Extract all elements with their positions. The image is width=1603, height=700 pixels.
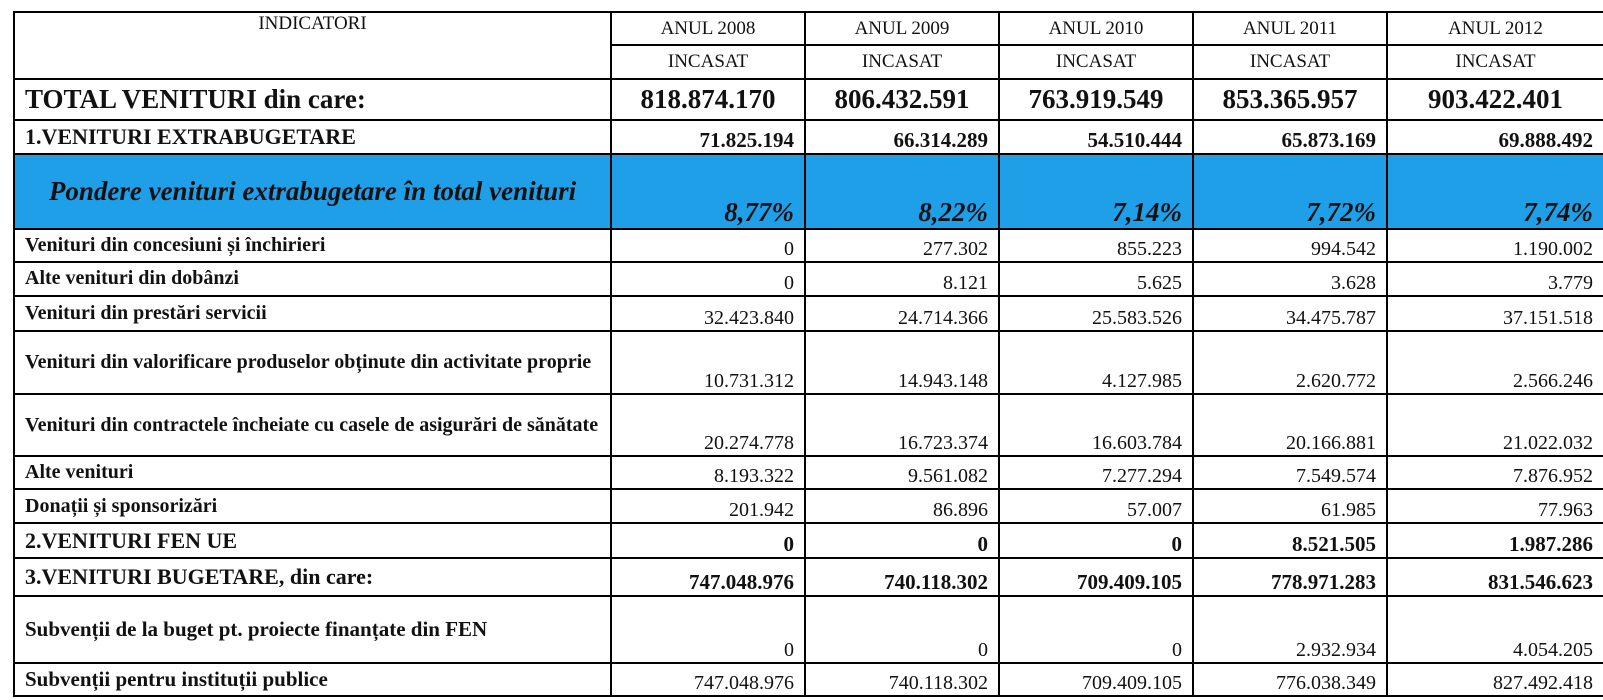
row-label: Venituri din contractele încheiate cu casele de asigurări de sănătate	[14, 394, 611, 457]
sub-header-2011: INCASAT	[1193, 45, 1387, 78]
cell-2008: 71.825.194	[611, 120, 805, 153]
cell-2010: 54.510.444	[999, 120, 1193, 153]
cell-2009: 24.714.366	[805, 296, 999, 331]
cell-2010: 16.603.784	[999, 394, 1193, 457]
row-subventii-fen	[14, 596, 1603, 663]
header-year-row	[14, 12, 1603, 45]
row-label: TOTAL VENITURI din care:	[14, 79, 611, 121]
row-dobanzi	[14, 262, 1603, 295]
sub-header-2009: INCASAT	[805, 45, 999, 78]
cell-2012: 1.987.286	[1387, 523, 1603, 558]
cell-2010: 0	[999, 596, 1193, 663]
row-label: Venituri din concesiuni și închirieri	[14, 229, 611, 262]
cell-2010: 0	[999, 523, 1193, 558]
row-label: Venituri din prestări servicii	[14, 296, 611, 331]
row-venituri-extrabugetare	[14, 120, 1603, 153]
cell-2009: 0	[805, 596, 999, 663]
cell-2009: 16.723.374	[805, 394, 999, 457]
cell-2011: 34.475.787	[1193, 296, 1387, 331]
cell-2012: 3.779	[1387, 262, 1603, 295]
cell-2008: 747.048.976	[611, 558, 805, 596]
cell-2012: 1.190.002	[1387, 229, 1603, 262]
cell-2011: 3.628	[1193, 262, 1387, 295]
cell-2008: 818.874.170	[611, 79, 805, 121]
revenue-table	[13, 11, 1603, 697]
row-label: 1.VENITURI EXTRABUGETARE	[14, 120, 611, 153]
row-concesiuni	[14, 229, 1603, 262]
row-label: Donații și sponsorizări	[14, 489, 611, 522]
year-header-2009: ANUL 2009	[805, 12, 999, 45]
cell-2010: 709.409.105	[999, 663, 1193, 697]
year-header-2008: ANUL 2008	[611, 12, 805, 45]
sub-header-2012: INCASAT	[1387, 45, 1603, 78]
cell-2011: 853.365.957	[1193, 79, 1387, 121]
cell-2012: 37.151.518	[1387, 296, 1603, 331]
cell-2011: 65.873.169	[1193, 120, 1387, 153]
row-label: Subvenții de la buget pt. proiecte finanțate din FEN	[14, 596, 611, 663]
cell-2009: 66.314.289	[805, 120, 999, 153]
cell-2010: 57.007	[999, 489, 1193, 522]
row-alte-venituri	[14, 456, 1603, 489]
row-label: 2.VENITURI FEN UE	[14, 523, 611, 558]
cell-2011: 776.038.349	[1193, 663, 1387, 697]
cell-2010: 855.223	[999, 229, 1193, 262]
cell-2011: 2.620.772	[1193, 331, 1387, 394]
cell-2010: 7.277.294	[999, 456, 1193, 489]
cell-2009: 86.896	[805, 489, 999, 522]
row-venituri-fen	[14, 523, 1603, 558]
cell-2012: 903.422.401	[1387, 79, 1603, 121]
cell-2010: 709.409.105	[999, 558, 1193, 596]
row-label: Alte venituri din dobânzi	[14, 262, 611, 295]
cell-2011: 61.985	[1193, 489, 1387, 522]
cell-2011: 7,72%	[1193, 154, 1387, 229]
cell-2010: 7,14%	[999, 154, 1193, 229]
cell-2011: 994.542	[1193, 229, 1387, 262]
cell-2008: 8.193.322	[611, 456, 805, 489]
cell-2012: 2.566.246	[1387, 331, 1603, 394]
cell-2008: 0	[611, 523, 805, 558]
cell-2009: 14.943.148	[805, 331, 999, 394]
row-label: Venituri din valorificare produselor obținute din activitate proprie	[14, 331, 611, 394]
cell-2010: 4.127.985	[999, 331, 1193, 394]
cell-2008: 32.423.840	[611, 296, 805, 331]
cell-2010: 25.583.526	[999, 296, 1193, 331]
cell-2008: 0	[611, 262, 805, 295]
row-contracte	[14, 394, 1603, 457]
row-label: Alte venituri	[14, 456, 611, 489]
row-subventii-institutii	[14, 663, 1603, 697]
row-label: 3.VENITURI BUGETARE, din care:	[14, 558, 611, 596]
cell-2009: 740.118.302	[805, 663, 999, 697]
cell-2009: 8,22%	[805, 154, 999, 229]
row-pondere	[14, 154, 1603, 229]
row-venituri-bugetare	[14, 558, 1603, 596]
row-prestari	[14, 296, 1603, 331]
cell-2008: 0	[611, 229, 805, 262]
cell-2011: 778.971.283	[1193, 558, 1387, 596]
cell-2009: 8.121	[805, 262, 999, 295]
cell-2008: 8,77%	[611, 154, 805, 229]
cell-2009: 740.118.302	[805, 558, 999, 596]
cell-2010: 763.919.549	[999, 79, 1193, 121]
cell-2012: 77.963	[1387, 489, 1603, 522]
cell-2008: 20.274.778	[611, 394, 805, 457]
year-header-2012: ANUL 2012	[1387, 12, 1603, 45]
cell-2009: 0	[805, 523, 999, 558]
cell-2010: 5.625	[999, 262, 1193, 295]
cell-2009: 806.432.591	[805, 79, 999, 121]
cell-2008: 747.048.976	[611, 663, 805, 697]
cell-2008: 201.942	[611, 489, 805, 522]
cell-2012: 827.492.418	[1387, 663, 1603, 697]
cell-2011: 2.932.934	[1193, 596, 1387, 663]
sub-header-2008: INCASAT	[611, 45, 805, 78]
cell-2012: 21.022.032	[1387, 394, 1603, 457]
year-header-2010: ANUL 2010	[999, 12, 1193, 45]
cell-2008: 0	[611, 596, 805, 663]
year-header-2011: ANUL 2011	[1193, 12, 1387, 45]
cell-2011: 8.521.505	[1193, 523, 1387, 558]
sub-header-2010: INCASAT	[999, 45, 1193, 78]
cell-2009: 277.302	[805, 229, 999, 262]
cell-2012: 69.888.492	[1387, 120, 1603, 153]
cell-2012: 831.546.623	[1387, 558, 1603, 596]
cell-2012: 4.054.205	[1387, 596, 1603, 663]
row-total-venituri	[14, 79, 1603, 121]
cell-2012: 7,74%	[1387, 154, 1603, 229]
cell-2011: 7.549.574	[1193, 456, 1387, 489]
row-label: Subvenții pentru instituții publice	[14, 663, 611, 697]
row-label: Pondere venituri extrabugetare în total venituri	[14, 154, 611, 229]
cell-2011: 20.166.881	[1193, 394, 1387, 457]
cell-2012: 7.876.952	[1387, 456, 1603, 489]
row-donatii	[14, 489, 1603, 522]
cell-2009: 9.561.082	[805, 456, 999, 489]
indicator-header: INDICATORI	[14, 12, 611, 79]
cell-2008: 10.731.312	[611, 331, 805, 394]
row-valorificare	[14, 331, 1603, 394]
